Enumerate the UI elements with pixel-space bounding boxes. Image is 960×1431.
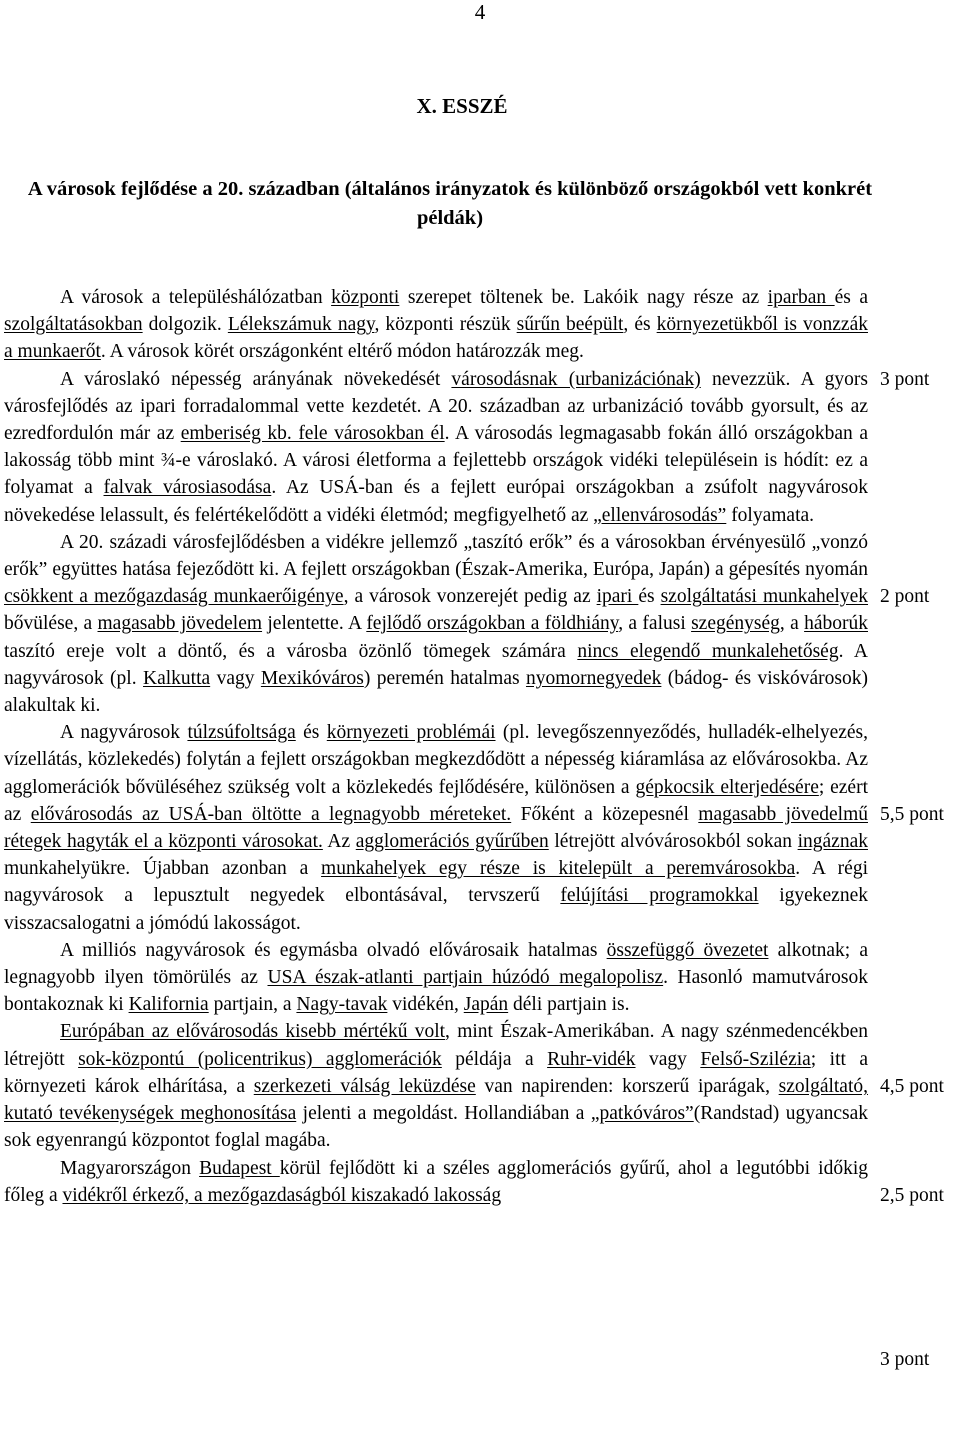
underlined-term: vidékről érkező, a mezőgazdaságból kiszakadó lakosság bbox=[62, 1184, 502, 1206]
underlined-term: csökkent a mezőgazdaság munkaerőigénye bbox=[4, 586, 344, 608]
paragraph bbox=[4, 1155, 868, 1209]
underlined-term: nyomornegyedek bbox=[525, 667, 662, 689]
paragraph bbox=[4, 719, 868, 937]
text-run: (pl. levegőszennyeződés, hulladék-elhelyezés, vízellátás, közlekedés) folytán a fejlett országokban megkezdődött a népesség kiáramlása az elővárosokba. Az agglomerációk bővüléséhez szükség volt a közlekedés fejlődésére, különösen a bbox=[4, 722, 869, 798]
score-points: 3 pont bbox=[880, 369, 930, 390]
text-run: A nagyvárosok bbox=[60, 722, 188, 744]
underlined-term: emberiség kb. fele városokban él bbox=[180, 423, 445, 445]
underlined-term: Mexikóváros bbox=[260, 667, 364, 689]
paragraph bbox=[4, 284, 868, 366]
underlined-term: felújítási programokkal bbox=[560, 885, 759, 907]
text-run: dolgozik. bbox=[142, 314, 228, 336]
text-run: bővülése, a bbox=[4, 613, 98, 635]
underlined-term: szerkezeti válság leküzdése bbox=[253, 1075, 476, 1097]
underlined-term: fejlődő országokban a földhiány bbox=[366, 613, 619, 635]
score-points: 2,5 pont bbox=[880, 1185, 944, 1206]
text-run: alkotnak; a legnagyobb ilyen tömörülés az bbox=[4, 939, 869, 989]
text-run: , központi részük bbox=[374, 314, 517, 336]
underlined-term: sok-központú (policentrikus) agglomerációk bbox=[78, 1048, 442, 1070]
underlined-term: falvak városiasodása bbox=[103, 477, 272, 499]
underlined-term: sűrűn beépült bbox=[516, 314, 624, 336]
text-run: létrejött alvóvárosokból sokan bbox=[548, 831, 798, 853]
score-points: 5,5 pont bbox=[880, 804, 944, 825]
text-run: , a városok vonzerejét pedig az bbox=[343, 586, 597, 608]
text-run: Az bbox=[322, 831, 356, 853]
underlined-term: környezeti problémái bbox=[326, 722, 496, 744]
underlined-term: iparban bbox=[767, 287, 835, 308]
text-run: . A nagyvárosok (pl. bbox=[4, 640, 868, 689]
underlined-term: Kalifornia bbox=[128, 994, 209, 1016]
text-run: déli partjain is. bbox=[508, 994, 630, 1016]
text-run: . Hasonló mamutvárosok bontakoznak ki bbox=[4, 967, 868, 1016]
essay-body bbox=[4, 284, 868, 1209]
paragraph bbox=[4, 937, 868, 1019]
score-points: 4,5 pont bbox=[880, 1076, 944, 1097]
underlined-term: elővárosodás az USÁ-ban öltötte a legnagyobb méreteket. bbox=[30, 803, 512, 825]
paragraph bbox=[4, 366, 868, 529]
score-points: 2 pont bbox=[880, 586, 930, 607]
underlined-term: szolgáltatásokban bbox=[4, 314, 143, 336]
underlined-term: városodásnak (urbanizációnak) bbox=[451, 368, 701, 390]
text-run: ; ezért az bbox=[4, 776, 868, 825]
underlined-term: Nagy-tavak bbox=[296, 994, 388, 1016]
underlined-term: Felső-Szilézia bbox=[700, 1048, 811, 1070]
underlined-term: háborúk bbox=[804, 613, 868, 635]
text-run: munkahelyükre. Újabban azonban a bbox=[4, 858, 322, 880]
underlined-term: szolgáltatási munkahelyek bbox=[660, 586, 869, 608]
text-run: Főként a közepesnél bbox=[511, 803, 699, 825]
text-run: . A városok körét országonként eltérő módon határozzák meg. bbox=[100, 341, 584, 363]
essay-subtitle: A városok fejlődése a 20. században (általános irányzatok és különböző országokból vett konkrét példák) bbox=[27, 178, 873, 229]
text-run: vagy bbox=[635, 1048, 701, 1070]
text-run: és bbox=[638, 586, 661, 608]
text-run: körül fejlődött ki a széles agglomerációs gyűrű, ahol a legutóbbi időkig főleg a bbox=[4, 1157, 868, 1206]
underlined-term: Ruhr-vidék bbox=[547, 1048, 636, 1070]
text-run: jelentette. A bbox=[262, 613, 367, 635]
text-run: ) peremén hatalmas bbox=[363, 667, 526, 689]
underlined-term: munkahelyek egy része is kitelepült a peremvárosokba bbox=[321, 858, 796, 880]
text-run: (Randstad) ugyancsak sok egyenrangú központot foglal magába. bbox=[4, 1103, 868, 1152]
paragraph bbox=[4, 1018, 868, 1154]
text-run: vagy bbox=[210, 667, 261, 689]
underlined-term: Lélekszámuk nagy bbox=[227, 314, 375, 336]
underlined-term: nincs elegendő munkalehetőség bbox=[577, 640, 839, 662]
text-run: , mint Észak-Amerikában. A nagy szénmedencékben létrejött bbox=[4, 1021, 868, 1070]
underlined-term: magasabb jövedelmű rétegek hagyták el a központi városokat. bbox=[4, 803, 868, 853]
text-run: . Az USÁ-ban és a fejlett európai országokban a zsúfolt nagyvárosok növekedése lelassult, és felértékelődött a vidéki életmód; megfigyelhető az bbox=[4, 477, 868, 526]
text-run: van napirenden: korszerű iparágak, bbox=[475, 1075, 779, 1097]
underlined-term: gépkocsik elterjedésére bbox=[635, 776, 819, 798]
underlined-term: szegénység bbox=[691, 613, 780, 635]
text-run: és a bbox=[834, 287, 868, 308]
underlined-term: Budapest bbox=[199, 1157, 280, 1179]
underlined-term: Kalkutta bbox=[143, 667, 211, 689]
underlined-term: Japán bbox=[463, 994, 509, 1016]
underlined-term: agglomerációs gyűrűben bbox=[355, 831, 549, 853]
score-points: 3 pont bbox=[880, 1349, 930, 1370]
text-run: Magyarországon bbox=[60, 1157, 200, 1179]
text-run: taszító ereje volt a döntő, és a városba özönlő tömegek számára bbox=[4, 640, 578, 662]
text-run: (bádog- és viskóvárosok) alakultak ki. bbox=[4, 667, 868, 717]
underlined-term: központi bbox=[331, 287, 400, 308]
underlined-term: szolgáltató, kutató tevékenységek meghonosítása bbox=[4, 1075, 869, 1125]
text-run: A városlakó népesség arányának növekedését bbox=[60, 368, 452, 390]
underlined-term: ipari bbox=[596, 586, 639, 608]
text-run: példája a bbox=[441, 1048, 548, 1070]
text-run: . A városodás legmagasabb fokán álló országokban a lakosság több mint ¾-e városlakó. A városi életforma a fejlettebb országok vidéki településein is hódít: ez a folyamat a bbox=[4, 423, 868, 499]
essay-title: X. ESSZÉ bbox=[416, 94, 508, 118]
underlined-term: „ellenvárosodás” bbox=[593, 504, 727, 526]
underlined-term: „patkóváros” bbox=[590, 1103, 694, 1125]
underlined-term: ingáznak bbox=[797, 831, 868, 853]
underlined-term: Európában az elővárosodás kisebb mértékű volt bbox=[60, 1021, 446, 1043]
text-run: és bbox=[295, 722, 327, 744]
text-run: A 20. századi városfejlődésben a vidékre jellemző „taszító erők” és a városokban érvényesülő „vonzó erők” együttes hatása fejeződött ki. A fejlett országokban (Észak-Amerika, Európa, Japán) a gépesítés nyomán bbox=[4, 531, 868, 581]
text-run: . A régi nagyvárosok a lepusztult negyedek elbontásával, tervszerű bbox=[4, 858, 868, 907]
page-number: 4 bbox=[474, 0, 486, 24]
text-run: A városok a településhálózatban bbox=[60, 287, 332, 308]
text-run: , és bbox=[623, 314, 657, 336]
paragraph bbox=[4, 529, 868, 719]
underlined-term: magasabb jövedelem bbox=[97, 613, 263, 635]
underlined-term: túlzsúfoltsága bbox=[187, 722, 296, 744]
text-run: szerepet töltenek be. Lakóik nagy része az bbox=[399, 287, 768, 308]
text-run: ; itt a környezeti károk elhárítása, a bbox=[4, 1048, 869, 1097]
underlined-term: környezetükből is vonzzák a munkaerőt bbox=[4, 314, 868, 363]
text-run: A milliós nagyvárosok és egymásba olvadó elővárosaik hatalmas bbox=[60, 939, 607, 961]
underlined-term: USA észak-atlanti partjain húzódó megalopolisz bbox=[267, 967, 664, 989]
text-run: , a falusi bbox=[618, 613, 692, 635]
text-run: jelenti a megoldást. Hollandiában a bbox=[296, 1103, 591, 1125]
text-run: partjain, a bbox=[208, 994, 297, 1016]
text-run: vidékén, bbox=[387, 994, 464, 1016]
text-run: nevezzük. A gyors városfejlődés az ipari forradalommal vette kezdetét. A 20. században az urbanizáció tovább gyorsult, és az ezredfordulón már az bbox=[4, 368, 868, 445]
underlined-term: összefüggő övezetet bbox=[606, 939, 769, 961]
text-run: , a bbox=[779, 613, 805, 635]
text-run: igyekeznek visszacsalogatni a jómódú lakosságot. bbox=[4, 885, 868, 934]
text-run: folyamata. bbox=[726, 504, 815, 526]
